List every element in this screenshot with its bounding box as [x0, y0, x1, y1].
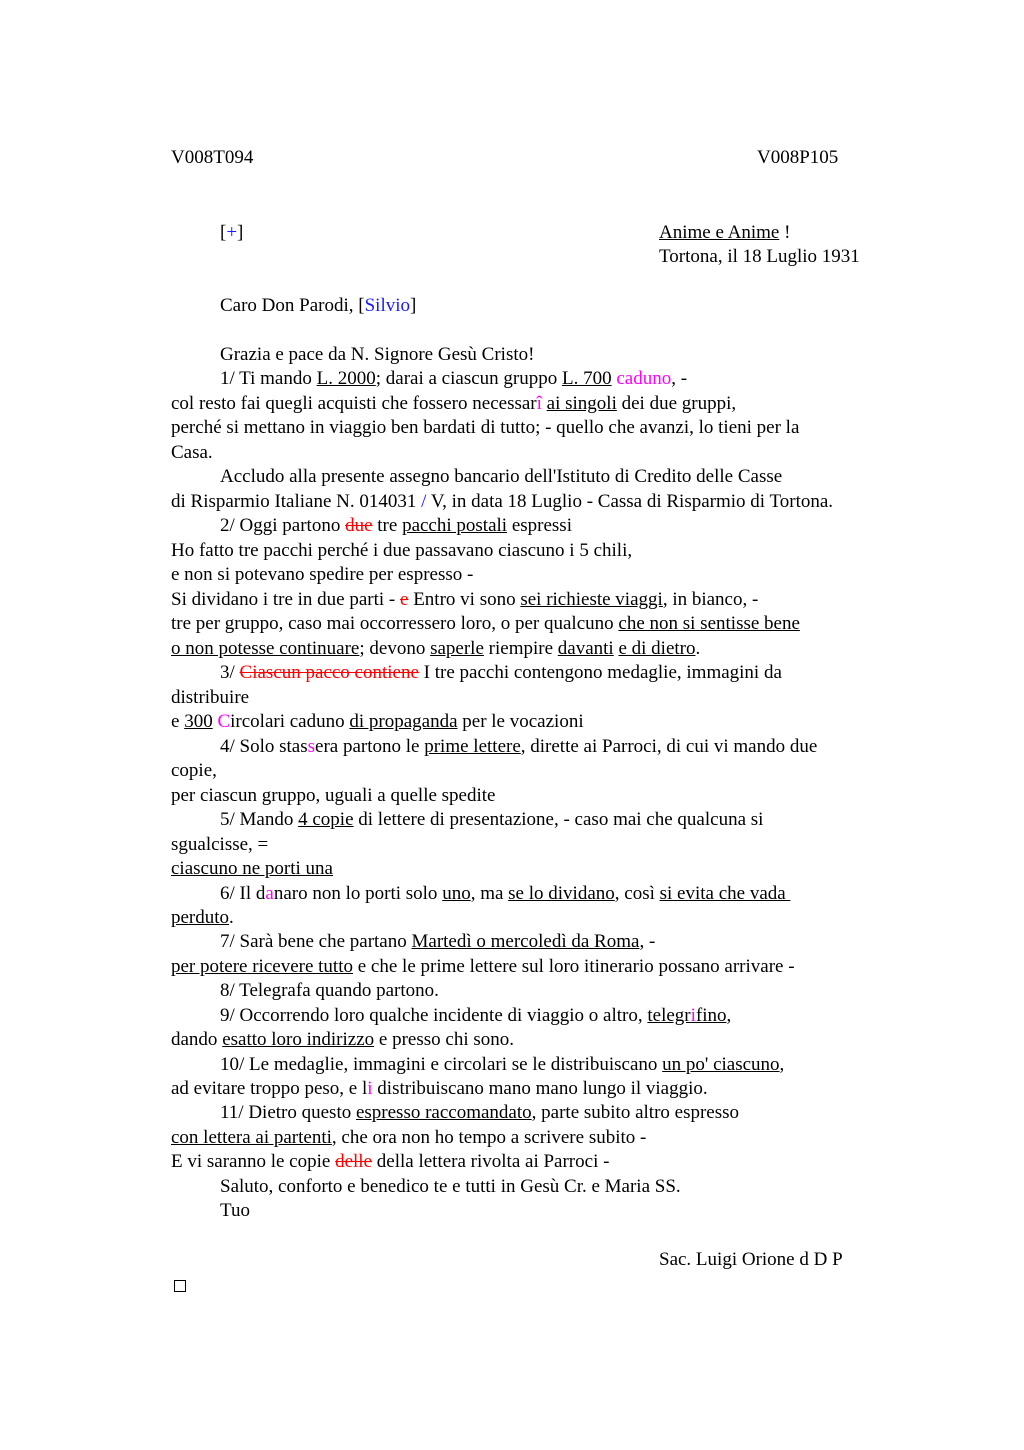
text: 7/ Sarà bene che partano — [220, 931, 412, 952]
insertion: C — [217, 711, 231, 732]
paragraph-10-line-1 — [220, 1053, 784, 1078]
paragraph-1-line-2 — [171, 392, 736, 417]
text: E vi saranno le copie — [171, 1151, 336, 1172]
text: della lettera rivolta ai Parroci - — [372, 1151, 610, 1172]
bracket: ] — [410, 295, 417, 316]
document-code-right: V008P105 — [757, 147, 839, 168]
text: fino — [695, 1005, 727, 1026]
paragraph-2-line-6 — [171, 637, 700, 662]
text: dando — [171, 1029, 223, 1050]
paragraph-6-line-1 — [220, 882, 790, 907]
motto-text: Anime e Anime — [659, 222, 780, 243]
text: 9/ Occorrendo loro qualche incidente di viaggio o altro, — [220, 1005, 648, 1026]
text: 4/ Solo stas — [220, 736, 308, 757]
text: e — [171, 711, 185, 732]
text: , — [779, 1054, 785, 1075]
insertion: s — [307, 736, 316, 757]
paragraph-9-line-2 — [171, 1028, 514, 1053]
deletion: delle — [335, 1151, 373, 1172]
text: di Risparmio Italiane N. 014031 — [171, 491, 422, 512]
deletion: e — [400, 589, 409, 610]
text: V, in data 18 Luglio - Cassa di Risparmio di Tortona. — [426, 491, 834, 512]
editorial-name: Silvio — [364, 295, 410, 316]
text: distribuiscano mano mano lungo il viaggio. — [372, 1078, 708, 1099]
place-date: Tortona, il 18 Luglio 1931 — [659, 246, 860, 267]
underlined-text: che non si sentisse bene — [618, 613, 800, 634]
insertion: i — [367, 1078, 373, 1099]
text: 3/ — [220, 662, 240, 683]
text: I tre pacchi contengono medaglie, immagini da — [418, 662, 782, 683]
bracket: ] — [237, 222, 244, 243]
text: naro non lo porti solo — [273, 883, 443, 904]
text: col resto fai quegli acquisti che fossero necessar — [171, 393, 537, 414]
cross-mark — [220, 221, 243, 246]
bracket: [ — [220, 222, 227, 243]
text: ad evitare troppo peso, e l — [171, 1078, 368, 1099]
paragraph-3-line-2: distribuire — [171, 687, 250, 708]
text: 1/ Ti mando — [220, 368, 317, 389]
text: per le vocazioni — [457, 711, 584, 732]
underlined-text: ai singoli — [546, 393, 617, 414]
paragraph-4-line-3: per ciascun gruppo, uguali a quelle spedite — [171, 785, 496, 806]
underlined-text: saperle — [430, 638, 484, 659]
text: , — [726, 1005, 732, 1026]
paragraph-11-line-1 — [220, 1101, 739, 1126]
underlined-text: per potere ricevere tutto — [171, 956, 353, 977]
text: espressi — [507, 515, 572, 536]
underlined-text: o non potesse continuare — [171, 638, 360, 659]
underlined-text: prime lettere — [424, 736, 521, 757]
paragraph-7-line-1 — [220, 930, 655, 955]
paragraph-11-line-2 — [171, 1126, 646, 1151]
paragraph-11-line-3 — [171, 1150, 609, 1175]
paragraph-2-line-1 — [220, 514, 572, 539]
insertion: î — [536, 393, 542, 414]
paragraph-9-line-1 — [220, 1004, 731, 1029]
text: ; darai a ciascun gruppo — [375, 368, 562, 389]
underlined-text: 4 copie — [298, 809, 354, 830]
underlined-text: perduto — [171, 907, 230, 928]
underlined-text: ciascuno ne porti una — [171, 858, 333, 879]
underlined-text: di propaganda — [349, 711, 458, 732]
text: dei due gruppi, — [616, 393, 737, 414]
text: 6/ Il d — [220, 883, 266, 904]
paragraph-6-line-2 — [171, 906, 234, 931]
text: , che ora non ho tempo a scrivere subito - — [331, 1127, 647, 1148]
text: Si dividano i tre in due parti - — [171, 589, 401, 610]
text: ircolari caduno — [230, 711, 350, 732]
text: tre — [372, 515, 403, 536]
paragraph-4-line-2: copie, — [171, 760, 217, 781]
paragraph-1-line-1 — [220, 367, 687, 392]
deletion: Ciascun pacco contiene — [239, 662, 419, 683]
text: , ma — [470, 883, 509, 904]
underlined-text: se lo dividano — [508, 883, 615, 904]
paragraph-5-line-2: sgualcisse, = — [171, 834, 269, 855]
paragraph-4-line-1 — [220, 735, 817, 760]
paragraph-5-line-3 — [171, 857, 333, 882]
cross-symbol: + — [226, 222, 238, 243]
paragraph-1-line-3: perché si mettano in viaggio ben bardati di tutto; - quello che avanzi, lo tieni per la — [171, 417, 800, 438]
paragraph-8: 8/ Telegrafa quando partono. — [220, 980, 439, 1001]
insertion: a — [265, 883, 274, 904]
paragraph-3-line-3 — [171, 710, 584, 735]
text: 10/ Le medaglie, immagini e circolari se le distribuiscano — [220, 1054, 663, 1075]
motto — [659, 221, 790, 246]
paragraph-5-line-1 — [220, 808, 763, 833]
underlined-text: e di dietro — [618, 638, 696, 659]
salutation-text: Caro Don Parodi, — [220, 295, 359, 316]
document-code-left: V008T094 — [171, 147, 254, 168]
underlined-text: espresso raccomandato — [355, 1102, 532, 1123]
salutation — [220, 294, 416, 319]
underlined-text: un po' ciascuno — [662, 1054, 780, 1075]
underlined-text: esatto loro indirizzo — [222, 1029, 375, 1050]
blessing: Saluto, conforto e benedico te e tutti in Gesù Cr. e Maria SS. — [220, 1176, 681, 1197]
text: riempire — [483, 638, 558, 659]
text: , - — [671, 368, 688, 389]
underlined-text: si evita che vada — [659, 883, 791, 904]
underlined-text: pacchi postali — [402, 515, 508, 536]
text: , - — [639, 931, 656, 952]
text: 5/ Mando — [220, 809, 299, 830]
paragraph-2-line-5 — [171, 612, 800, 637]
amount: L. 700 — [561, 368, 612, 389]
text: telegr — [647, 1005, 691, 1026]
paragraph-7-line-2 — [171, 955, 795, 980]
underlined-text: Martedì o mercoledì da Roma — [411, 931, 640, 952]
closing-tuo: Tuo — [220, 1200, 250, 1221]
text: 11/ Dietro questo — [220, 1102, 356, 1123]
check-line-2 — [171, 490, 833, 515]
text: 2/ Oggi partono — [220, 515, 346, 536]
paragraph-2-line-4 — [171, 588, 758, 613]
insertion: caduno — [616, 368, 672, 389]
underlined-text: davanti — [557, 638, 614, 659]
text: . — [695, 638, 701, 659]
text: ; devono — [359, 638, 431, 659]
text: , in bianco, - — [662, 589, 759, 610]
text: , parte subito altro espresso — [531, 1102, 740, 1123]
paragraph-2-line-3: e non si potevano spedire per espresso - — [171, 564, 474, 585]
text: tre per gruppo, caso mai occorressero loro, o per qualcuno — [171, 613, 619, 634]
underlined-text: sei richieste viaggi — [520, 589, 663, 610]
amount: L. 2000 — [316, 368, 376, 389]
underlined-text — [647, 1005, 726, 1026]
underlined-text: con lettera ai partenti — [171, 1127, 332, 1148]
text: di lettere di presentazione, - caso mai che qualcuna si — [353, 809, 764, 830]
paragraph-1-line-4: Casa. — [171, 442, 213, 463]
underlined-text: uno — [442, 883, 471, 904]
signature: Sac. Luigi Orione d D P — [659, 1249, 843, 1270]
text: , dirette ai Parroci, di cui vi mando due — [520, 736, 818, 757]
editorial-slash: / — [421, 491, 427, 512]
text: era partono le — [315, 736, 425, 757]
insertion: i — [690, 1005, 696, 1026]
paragraph-10-line-2 — [171, 1077, 708, 1102]
text: e presso chi sono. — [374, 1029, 514, 1050]
paragraph-3-line-1 — [220, 661, 782, 686]
text: e che le prime lettere sul loro itinerario possano arrivare - — [352, 956, 795, 977]
check-line-1: Accludo alla presente assegno bancario dell'Istituto di Credito delle Casse — [220, 466, 783, 487]
motto-mark: ! — [779, 222, 791, 243]
text: Entro vi sono — [408, 589, 521, 610]
text: . — [229, 907, 234, 928]
text: , così — [614, 883, 660, 904]
bracket: [ — [358, 295, 365, 316]
greeting: Grazia e pace da N. Signore Gesù Cristo! — [220, 344, 535, 365]
end-box-icon — [174, 1275, 186, 1300]
deletion: due — [345, 515, 373, 536]
paragraph-2-line-2: Ho fatto tre pacchi perché i due passavano ciascuno i 5 chili, — [171, 540, 633, 561]
underlined-text: 300 — [184, 711, 213, 732]
